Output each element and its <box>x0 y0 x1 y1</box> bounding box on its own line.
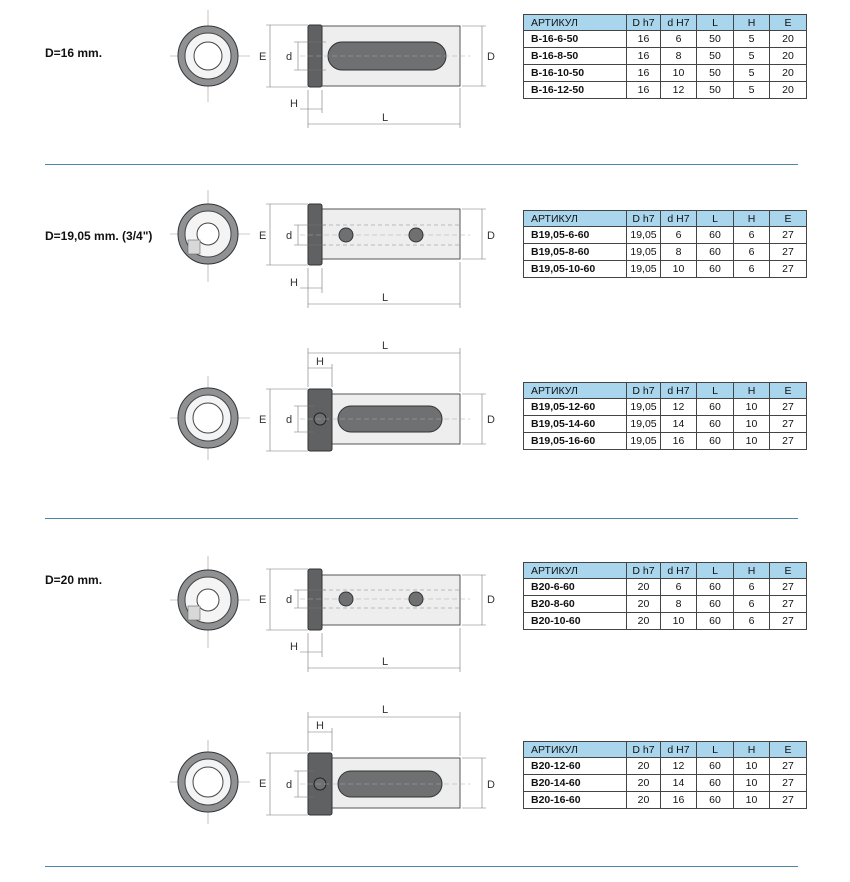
table-cell: 60 <box>697 792 734 809</box>
table-cell: 10 <box>661 613 697 630</box>
table-cell: 14 <box>661 416 697 433</box>
dim-label-l: L <box>382 656 389 668</box>
column-header: D h7 <box>627 211 661 227</box>
table-cell: 10 <box>734 775 770 792</box>
table-row <box>524 261 807 278</box>
dim-label-e: E <box>259 778 267 790</box>
article-cell: B20-12-60 <box>524 758 627 775</box>
table-cell: 6 <box>734 227 770 244</box>
table-cell: 20 <box>770 82 807 99</box>
table-cell: 19,05 <box>627 244 661 261</box>
article-cell: B19,05-12-60 <box>524 399 627 416</box>
table-cell: 16 <box>627 82 661 99</box>
table-cell: 60 <box>697 775 734 792</box>
side-view <box>300 753 470 815</box>
table-cell: 20 <box>627 758 661 775</box>
article-cell: B-16-10-50 <box>524 65 627 82</box>
dim-label-d-inner: d <box>286 230 293 242</box>
column-header: АРТИКУЛ <box>524 15 627 31</box>
dim-label-e: E <box>259 51 267 63</box>
table-row <box>524 613 807 630</box>
column-header: H <box>734 742 770 758</box>
article-cell: B-16-6-50 <box>524 31 627 48</box>
table-row <box>524 433 807 450</box>
dim-label-d-outer: D <box>487 414 495 426</box>
article-cell: B19,05-16-60 <box>524 433 627 450</box>
table-cell: 60 <box>697 613 734 630</box>
table-cell: 19,05 <box>627 227 661 244</box>
table-cell: 14 <box>661 775 697 792</box>
table-cell: 27 <box>770 416 807 433</box>
table-cell: 10 <box>734 399 770 416</box>
technical-drawing <box>170 190 500 310</box>
table-cell: 10 <box>734 758 770 775</box>
dim-label-l: L <box>382 112 389 124</box>
table-row <box>524 227 807 244</box>
table-header-row <box>524 742 807 758</box>
column-header: E <box>770 211 807 227</box>
front-view <box>170 740 250 824</box>
column-header: L <box>697 383 734 399</box>
table-cell: 8 <box>661 244 697 261</box>
table-cell: 6 <box>734 244 770 261</box>
table-cell: 60 <box>697 261 734 278</box>
dim-label-d-inner: d <box>286 594 293 606</box>
table-cell: 20 <box>627 613 661 630</box>
table-row <box>524 65 807 82</box>
section-divider <box>45 518 798 519</box>
table-cell: 19,05 <box>627 261 661 278</box>
dim-label-h: H <box>316 356 324 368</box>
table-cell: 20 <box>770 48 807 65</box>
table-cell: 5 <box>734 31 770 48</box>
table-cell: 50 <box>697 65 734 82</box>
dim-label-e: E <box>259 414 267 426</box>
article-cell: B-16-8-50 <box>524 48 627 65</box>
table-cell: 5 <box>734 48 770 65</box>
column-header: d H7 <box>661 742 697 758</box>
table-cell: 6 <box>734 596 770 613</box>
table-cell: 16 <box>661 792 697 809</box>
table-cell: 5 <box>734 65 770 82</box>
table-cell: 60 <box>697 433 734 450</box>
table-cell: 60 <box>697 416 734 433</box>
article-cell: B20-8-60 <box>524 596 627 613</box>
spec-table <box>523 562 807 630</box>
column-header: D h7 <box>627 383 661 399</box>
table-row <box>524 244 807 261</box>
table-cell: 6 <box>661 579 697 596</box>
table-cell: 60 <box>697 227 734 244</box>
dim-label-d-inner: d <box>286 779 293 791</box>
table-cell: 20 <box>770 65 807 82</box>
column-header: АРТИКУЛ <box>524 383 627 399</box>
table-cell: 27 <box>770 792 807 809</box>
table-cell: 16 <box>627 31 661 48</box>
side-view <box>300 25 470 87</box>
front-view <box>170 556 250 648</box>
table-row <box>524 399 807 416</box>
dim-label-h: H <box>316 720 324 732</box>
dim-label-d-outer: D <box>487 230 495 242</box>
table-cell: 6 <box>661 227 697 244</box>
table-header-row <box>524 15 807 31</box>
table-cell: 12 <box>661 82 697 99</box>
spec-table <box>523 741 807 809</box>
dim-label-l: L <box>382 292 389 304</box>
column-header: H <box>734 383 770 399</box>
table-cell: 20 <box>627 596 661 613</box>
table-cell: 60 <box>697 579 734 596</box>
table-row <box>524 82 807 99</box>
column-header: АРТИКУЛ <box>524 742 627 758</box>
table-cell: 50 <box>697 48 734 65</box>
dim-label-d-inner: d <box>286 51 293 63</box>
table-cell: 10 <box>661 261 697 278</box>
table-cell: 12 <box>661 758 697 775</box>
table-cell: 10 <box>734 433 770 450</box>
column-header: H <box>734 15 770 31</box>
table-cell: 19,05 <box>627 399 661 416</box>
table-header-row <box>524 383 807 399</box>
column-header: АРТИКУЛ <box>524 563 627 579</box>
front-view <box>170 190 250 282</box>
table-cell: 16 <box>661 433 697 450</box>
table-row <box>524 596 807 613</box>
dim-label-d-inner: d <box>286 414 293 426</box>
dim-label-h: H <box>290 277 298 289</box>
table-cell: 10 <box>734 792 770 809</box>
column-header: L <box>697 211 734 227</box>
column-header: D h7 <box>627 563 661 579</box>
column-header: H <box>734 211 770 227</box>
article-cell: B-16-12-50 <box>524 82 627 99</box>
spec-table <box>523 14 807 99</box>
article-cell: B19,05-10-60 <box>524 261 627 278</box>
column-header: D h7 <box>627 15 661 31</box>
table-cell: 60 <box>697 758 734 775</box>
dim-label-d-outer: D <box>487 51 495 63</box>
table-row <box>524 579 807 596</box>
spec-table <box>523 382 807 450</box>
column-header: L <box>697 15 734 31</box>
article-cell: B19,05-14-60 <box>524 416 627 433</box>
table-row <box>524 775 807 792</box>
table-cell: 6 <box>661 31 697 48</box>
technical-drawing <box>170 556 500 676</box>
article-cell: B19,05-6-60 <box>524 227 627 244</box>
table-cell: 27 <box>770 399 807 416</box>
table-cell: 10 <box>661 65 697 82</box>
table-cell: 27 <box>770 613 807 630</box>
column-header: d H7 <box>661 563 697 579</box>
column-header: АРТИКУЛ <box>524 211 627 227</box>
dim-label-d-outer: D <box>487 594 495 606</box>
technical-drawing <box>170 10 500 130</box>
column-header: L <box>697 742 734 758</box>
table-cell: 19,05 <box>627 416 661 433</box>
table-cell: 50 <box>697 82 734 99</box>
dim-label-e: E <box>259 230 267 242</box>
table-header-row <box>524 211 807 227</box>
side-view <box>300 204 470 265</box>
column-header: E <box>770 383 807 399</box>
article-cell: B20-10-60 <box>524 613 627 630</box>
table-cell: 27 <box>770 579 807 596</box>
table-cell: 60 <box>697 596 734 613</box>
article-cell: B20-16-60 <box>524 792 627 809</box>
dim-label-l: L <box>382 340 389 352</box>
table-cell: 27 <box>770 775 807 792</box>
side-view <box>300 389 470 451</box>
table-cell: 12 <box>661 399 697 416</box>
table-row <box>524 31 807 48</box>
section-divider <box>45 164 798 165</box>
column-header: d H7 <box>661 211 697 227</box>
column-header: E <box>770 742 807 758</box>
column-header: L <box>697 563 734 579</box>
table-cell: 6 <box>734 579 770 596</box>
table-cell: 6 <box>734 261 770 278</box>
table-cell: 20 <box>770 31 807 48</box>
table-cell: 27 <box>770 596 807 613</box>
table-cell: 27 <box>770 433 807 450</box>
technical-drawing <box>170 336 500 461</box>
dim-label-d-outer: D <box>487 779 495 791</box>
article-cell: B19,05-8-60 <box>524 244 627 261</box>
table-cell: 50 <box>697 31 734 48</box>
section-label: D=20 mm. <box>45 573 103 587</box>
technical-drawing <box>170 700 500 825</box>
column-header: d H7 <box>661 383 697 399</box>
table-cell: 20 <box>627 579 661 596</box>
table-cell: 60 <box>697 399 734 416</box>
front-view <box>170 376 250 460</box>
table-row <box>524 792 807 809</box>
column-header: D h7 <box>627 742 661 758</box>
section-label: D=16 mm. <box>45 46 103 60</box>
table-cell: 16 <box>627 48 661 65</box>
spec-table <box>523 210 807 278</box>
table-header-row <box>524 563 807 579</box>
column-header: H <box>734 563 770 579</box>
table-cell: 5 <box>734 82 770 99</box>
dim-label-e: E <box>259 594 267 606</box>
article-cell: B20-6-60 <box>524 579 627 596</box>
table-cell: 10 <box>734 416 770 433</box>
table-cell: 20 <box>627 792 661 809</box>
table-cell: 6 <box>734 613 770 630</box>
column-header: E <box>770 563 807 579</box>
table-cell: 8 <box>661 48 697 65</box>
section-divider <box>45 866 798 867</box>
dim-label-h: H <box>290 641 298 653</box>
column-header: d H7 <box>661 15 697 31</box>
dim-label-l: L <box>382 704 389 716</box>
table-cell: 8 <box>661 596 697 613</box>
section-label: D=19,05 mm. (3/4") <box>45 229 153 243</box>
table-cell: 20 <box>627 775 661 792</box>
table-cell: 16 <box>627 65 661 82</box>
table-cell: 27 <box>770 758 807 775</box>
front-view <box>170 10 250 102</box>
table-cell: 27 <box>770 227 807 244</box>
article-cell: B20-14-60 <box>524 775 627 792</box>
table-row <box>524 758 807 775</box>
table-cell: 19,05 <box>627 433 661 450</box>
side-view <box>300 569 470 630</box>
dim-label-h: H <box>290 98 298 110</box>
table-row <box>524 48 807 65</box>
table-cell: 27 <box>770 261 807 278</box>
table-row <box>524 416 807 433</box>
table-cell: 60 <box>697 244 734 261</box>
column-header: E <box>770 15 807 31</box>
table-cell: 27 <box>770 244 807 261</box>
